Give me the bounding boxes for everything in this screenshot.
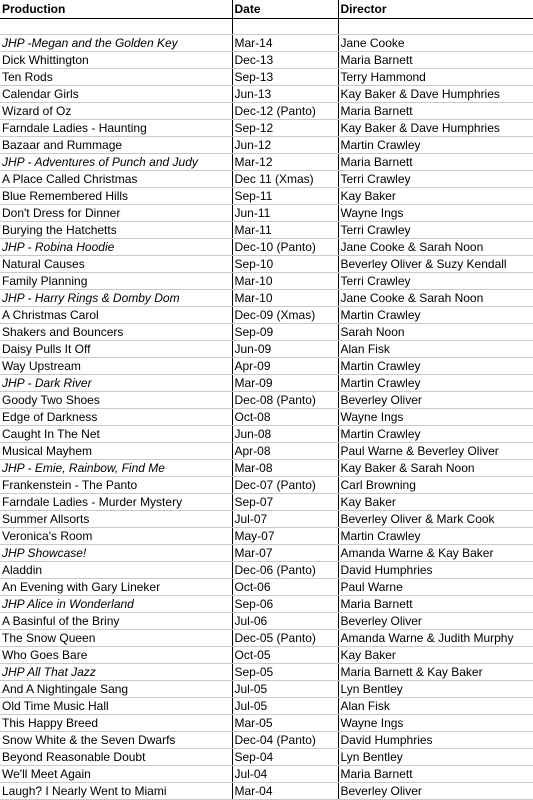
cell-date: Sep-12: [232, 120, 338, 137]
cell-date: Jun-11: [232, 205, 338, 222]
cell-date: Jul-07: [232, 511, 338, 528]
table-row: [0, 698, 533, 715]
cell-production: Ten Rods: [0, 69, 232, 86]
cell-production: Laugh? I Nearly Went to Miami: [0, 783, 232, 800]
table-row: [0, 613, 533, 630]
cell-director: Maria Barnett: [338, 596, 533, 613]
cell-director: Kay Baker & Dave Humphries: [338, 86, 533, 103]
cell-date: May-07: [232, 528, 338, 545]
cell-production: An Evening with Gary Lineker: [0, 579, 232, 596]
table-row: [0, 86, 533, 103]
cell-production: JHP - Dark River: [0, 375, 232, 392]
cell-production: Calendar Girls: [0, 86, 232, 103]
table-row: [0, 681, 533, 698]
blank-row: [0, 19, 533, 35]
cell-date: Jun-08: [232, 426, 338, 443]
cell-production: Old Time Music Hall: [0, 698, 232, 715]
cell-director: Lyn Bentley: [338, 681, 533, 698]
table-row: [0, 528, 533, 545]
cell-production: JHP - Emie, Rainbow, Find Me: [0, 460, 232, 477]
blank-cell: [232, 19, 338, 35]
table-row: [0, 341, 533, 358]
table-row: [0, 494, 533, 511]
cell-production: We'll Meet Again: [0, 766, 232, 783]
cell-production: JHP - Harry Rings & Domby Dom: [0, 290, 232, 307]
table-row: [0, 273, 533, 290]
cell-director: Maria Barnett: [338, 766, 533, 783]
cell-production: Blue Remembered Hills: [0, 188, 232, 205]
cell-date: Oct-05: [232, 647, 338, 664]
table-row: [0, 443, 533, 460]
table-row: [0, 562, 533, 579]
cell-director: Beverley Oliver & Mark Cook: [338, 511, 533, 528]
cell-director: David Humphries: [338, 562, 533, 579]
cell-director: Amanda Warne & Judith Murphy: [338, 630, 533, 647]
cell-date: Mar-05: [232, 715, 338, 732]
cell-director: Paul Warne: [338, 579, 533, 596]
table-row: [0, 409, 533, 426]
cell-production: JHP All That Jazz: [0, 664, 232, 681]
cell-director: Maria Barnett: [338, 52, 533, 69]
cell-production: Don't Dress for Dinner: [0, 205, 232, 222]
cell-production: The Snow Queen: [0, 630, 232, 647]
cell-director: Martin Crawley: [338, 375, 533, 392]
cell-date: Dec-05 (Panto): [232, 630, 338, 647]
cell-date: Sep-06: [232, 596, 338, 613]
cell-date: Jul-06: [232, 613, 338, 630]
header-date: Date: [232, 0, 338, 19]
cell-date: Dec-04 (Panto): [232, 732, 338, 749]
blank-cell: [338, 19, 533, 35]
cell-production: Musical Mayhem: [0, 443, 232, 460]
table-row: [0, 171, 533, 188]
cell-director: Beverley Oliver: [338, 392, 533, 409]
cell-production: Bazaar and Rummage: [0, 137, 232, 154]
table-row: [0, 647, 533, 664]
cell-production: Way Upstream: [0, 358, 232, 375]
header-row: [0, 0, 533, 19]
cell-director: Kay Baker: [338, 647, 533, 664]
cell-production: JHP Showcase!: [0, 545, 232, 562]
table-row: [0, 256, 533, 273]
cell-director: Kay Baker & Sarah Noon: [338, 460, 533, 477]
table-row: [0, 239, 533, 256]
table-row: [0, 664, 533, 681]
cell-date: Mar-08: [232, 460, 338, 477]
cell-date: Mar-04: [232, 783, 338, 800]
cell-production: Summer Allsorts: [0, 511, 232, 528]
cell-director: Martin Crawley: [338, 528, 533, 545]
table-row: [0, 579, 533, 596]
cell-production: This Happy Breed: [0, 715, 232, 732]
cell-date: Mar-14: [232, 35, 338, 52]
cell-date: Jun-12: [232, 137, 338, 154]
cell-production: JHP -Megan and the Golden Key: [0, 35, 232, 52]
cell-production: A Basinful of the Briny: [0, 613, 232, 630]
cell-production: Aladdin: [0, 562, 232, 579]
table-row: [0, 307, 533, 324]
cell-director: Kay Baker: [338, 494, 533, 511]
cell-date: Sep-13: [232, 69, 338, 86]
table-row: [0, 154, 533, 171]
cell-director: Wayne Ings: [338, 409, 533, 426]
table-row: [0, 426, 533, 443]
table-row: [0, 732, 533, 749]
cell-production: Edge of Darkness: [0, 409, 232, 426]
cell-director: Martin Crawley: [338, 307, 533, 324]
cell-director: Lyn Bentley: [338, 749, 533, 766]
cell-date: Oct-08: [232, 409, 338, 426]
cell-production: JHP - Robina Hoodie: [0, 239, 232, 256]
cell-director: Martin Crawley: [338, 426, 533, 443]
cell-date: Jul-05: [232, 681, 338, 698]
table-row: [0, 188, 533, 205]
cell-date: Mar-11: [232, 222, 338, 239]
table-row: [0, 392, 533, 409]
cell-director: Wayne Ings: [338, 715, 533, 732]
table-row: [0, 103, 533, 120]
cell-production: Daisy Pulls It Off: [0, 341, 232, 358]
cell-date: Sep-04: [232, 749, 338, 766]
cell-production: And A Nightingale Sang: [0, 681, 232, 698]
cell-director: Paul Warne & Beverley Oliver: [338, 443, 533, 460]
cell-date: Sep-05: [232, 664, 338, 681]
table-body: [0, 19, 533, 800]
cell-date: Jul-04: [232, 766, 338, 783]
table-row: [0, 290, 533, 307]
header-director: Director: [338, 0, 533, 19]
cell-production: Burying the Hatchetts: [0, 222, 232, 239]
cell-director: Wayne Ings: [338, 205, 533, 222]
cell-director: Carl Browning: [338, 477, 533, 494]
cell-director: Alan Fisk: [338, 341, 533, 358]
cell-director: David Humphries: [338, 732, 533, 749]
cell-director: Beverley Oliver & Suzy Kendall: [338, 256, 533, 273]
table-row: [0, 120, 533, 137]
cell-date: Oct-06: [232, 579, 338, 596]
cell-director: Sarah Noon: [338, 324, 533, 341]
cell-production: Farndale Ladies - Haunting: [0, 120, 232, 137]
cell-production: A Christmas Carol: [0, 307, 232, 324]
table-row: [0, 375, 533, 392]
cell-director: Martin Crawley: [338, 358, 533, 375]
table-row: [0, 137, 533, 154]
table-row: [0, 511, 533, 528]
cell-date: Dec-13: [232, 52, 338, 69]
cell-date: Apr-08: [232, 443, 338, 460]
table-row: [0, 222, 533, 239]
table-row: [0, 766, 533, 783]
cell-date: Mar-10: [232, 290, 338, 307]
cell-date: Dec-09 (Xmas): [232, 307, 338, 324]
table-row: [0, 749, 533, 766]
cell-production: A Place Called Christmas: [0, 171, 232, 188]
cell-date: Dec-08 (Panto): [232, 392, 338, 409]
table-row: [0, 358, 533, 375]
cell-production: Wizard of Oz: [0, 103, 232, 120]
cell-production: Farndale Ladies - Murder Mystery: [0, 494, 232, 511]
cell-director: Maria Barnett: [338, 103, 533, 120]
cell-production: Dick Whittington: [0, 52, 232, 69]
table-row: [0, 205, 533, 222]
cell-director: Amanda Warne & Kay Baker: [338, 545, 533, 562]
cell-date: Mar-07: [232, 545, 338, 562]
cell-director: Beverley Oliver: [338, 783, 533, 800]
cell-production: Caught In The Net: [0, 426, 232, 443]
cell-date: Dec-12 (Panto): [232, 103, 338, 120]
blank-cell: [0, 19, 232, 35]
cell-date: Jul-05: [232, 698, 338, 715]
cell-date: Mar-10: [232, 273, 338, 290]
cell-production: Natural Causes: [0, 256, 232, 273]
cell-production: Goody Two Shoes: [0, 392, 232, 409]
table-row: [0, 324, 533, 341]
table-row: [0, 52, 533, 69]
table-header: [0, 0, 533, 19]
table-row: [0, 35, 533, 52]
cell-date: Sep-11: [232, 188, 338, 205]
cell-director: Terry Hammond: [338, 69, 533, 86]
cell-director: Maria Barnett & Kay Baker: [338, 664, 533, 681]
cell-date: Sep-07: [232, 494, 338, 511]
cell-date: Apr-09: [232, 358, 338, 375]
cell-production: Beyond Reasonable Doubt: [0, 749, 232, 766]
cell-director: Kay Baker & Dave Humphries: [338, 120, 533, 137]
cell-director: Kay Baker: [338, 188, 533, 205]
table-row: [0, 477, 533, 494]
cell-production: Shakers and Bouncers: [0, 324, 232, 341]
cell-date: Dec-07 (Panto): [232, 477, 338, 494]
cell-production: Frankenstein - The Panto: [0, 477, 232, 494]
cell-director: Beverley Oliver: [338, 613, 533, 630]
cell-date: Sep-09: [232, 324, 338, 341]
cell-production: Family Planning: [0, 273, 232, 290]
cell-date: Jun-13: [232, 86, 338, 103]
cell-production: Snow White & the Seven Dwarfs: [0, 732, 232, 749]
cell-date: Dec 11 (Xmas): [232, 171, 338, 188]
cell-production: JHP Alice in Wonderland: [0, 596, 232, 613]
cell-date: Dec-10 (Panto): [232, 239, 338, 256]
table-row: [0, 630, 533, 647]
header-production: Production: [0, 0, 232, 19]
cell-date: Mar-12: [232, 154, 338, 171]
cell-director: Jane Cooke & Sarah Noon: [338, 290, 533, 307]
cell-production: JHP - Adventures of Punch and Judy: [0, 154, 232, 171]
table-row: [0, 545, 533, 562]
cell-director: Terri Crawley: [338, 273, 533, 290]
table-row: [0, 783, 533, 800]
cell-date: Sep-10: [232, 256, 338, 273]
table-row: [0, 460, 533, 477]
cell-date: Mar-09: [232, 375, 338, 392]
cell-director: Maria Barnett: [338, 154, 533, 171]
cell-director: Terri Crawley: [338, 222, 533, 239]
table-row: [0, 715, 533, 732]
table-row: [0, 596, 533, 613]
cell-director: Terri Crawley: [338, 171, 533, 188]
table-row: [0, 69, 533, 86]
cell-date: Dec-06 (Panto): [232, 562, 338, 579]
cell-director: Jane Cooke & Sarah Noon: [338, 239, 533, 256]
cell-production: Who Goes Bare: [0, 647, 232, 664]
cell-date: Jun-09: [232, 341, 338, 358]
cell-director: Alan Fisk: [338, 698, 533, 715]
cell-director: Martin Crawley: [338, 137, 533, 154]
cell-director: Jane Cooke: [338, 35, 533, 52]
cell-production: Veronica's Room: [0, 528, 232, 545]
